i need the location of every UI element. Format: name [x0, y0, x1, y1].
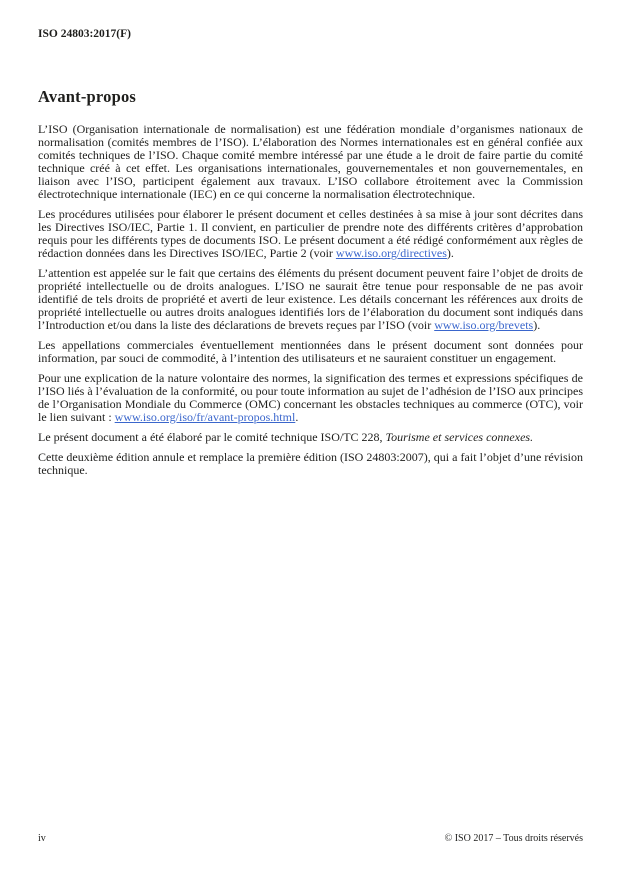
paragraph-text: Pour une explication de la nature volontaire des normes, la signification des termes et expressions spécifiques de l’ISO liés à l’évaluation de la conformité, ou pour toute information au sujet de l’adhésion de l’ISO aux principes de l’Organisation Mondiale du Commerce (OMC) concernant les obstacles techniques au commerce (OTC), voir le lien suivant :: [38, 371, 583, 424]
section-title: Avant-propos: [38, 87, 137, 106]
paragraph-text: L’attention est appelée sur le fait que certains des éléments du présent document peuvent faire l’objet de droits de propriété intellectuelle ou de droits analogues. L’ISO ne saurait être tenue pour responsable de ne pas avoir identifié de tels droits de propriété et averti de leur existence. Les détails concernant les références aux droits de propriété intellectuelle ou autres droits analogues identifiés lors de l’élaboration du document sont indiqués dans l’Introduction et/ou dans la liste des déclarations de brevets reçues par l’ISO (voir: [38, 266, 583, 332]
paragraph-text: Le présent document a été élaboré par le comité technique ISO/TC 228,: [38, 430, 386, 444]
paragraph-text: Les appellations commerciales éventuellement mentionnées dans le présent document sont données pour information, par souci de commodité, à l’intention des utilisateurs et ne sauraient constituer un engagement.: [38, 338, 583, 365]
external-link[interactable]: www.iso.org/iso/fr/avant-propos.html: [114, 410, 296, 424]
paragraph-text: Cette deuxième édition annule et remplace la première édition (ISO 24803:2007), qui a fait l’objet d’une révision technique.: [38, 450, 583, 477]
external-link[interactable]: www.iso.org/brevets: [434, 318, 534, 332]
document-reference: ISO 24803:2017(F): [38, 28, 131, 40]
external-link[interactable]: www.iso.org/directives: [335, 246, 447, 260]
copyright-notice: © ISO 2017 – Tous droits réservés: [444, 833, 583, 844]
paragraph: [38, 267, 583, 332]
italic-text: Tourisme et services connexes.: [385, 430, 534, 444]
paragraph-text: L’ISO (Organisation internationale de normalisation) est une fédération mondiale d’organismes nationaux de normalisation (comités membres de l’ISO). L’élaboration des Normes internationales est en général confiée aux comités techniques de l’ISO. Chaque comité membre intéressé par une étude a le droit de faire partie du comité technique créé à cet effet. Les organisations internationales, gouvernementales et non gouvernementales, en liaison avec l’ISO, participent également aux travaux. L’ISO collabore étroitement avec la Commission électrotechnique internationale (IEC) en ce qui concerne la normalisation électrotechnique.: [38, 122, 583, 201]
page-number: iv: [38, 833, 46, 844]
paragraphs: [38, 123, 583, 477]
paragraph: [38, 123, 583, 201]
paragraph-text: ).: [533, 318, 541, 332]
paragraph: [38, 451, 583, 477]
page-footer: [38, 833, 583, 845]
paragraph-text: Les procédures utilisées pour élaborer le présent document et celles destinées à sa mise à jour sont décrites dans les Directives ISO/IEC, Partie 1. Il convient, en particulier de prendre note des différents critères d’approbation requis pour les différents types de documents ISO. Le présent document a été rédigé conformément aux règles de rédaction données dans les Directives ISO/IEC, Partie 2 (voir: [38, 207, 583, 260]
paragraph: [38, 431, 583, 444]
paragraph-text: ).: [446, 246, 454, 260]
paragraph: [38, 339, 583, 365]
paragraph: [38, 208, 583, 260]
paragraph-text: .: [295, 410, 299, 424]
paragraph: [38, 372, 583, 424]
